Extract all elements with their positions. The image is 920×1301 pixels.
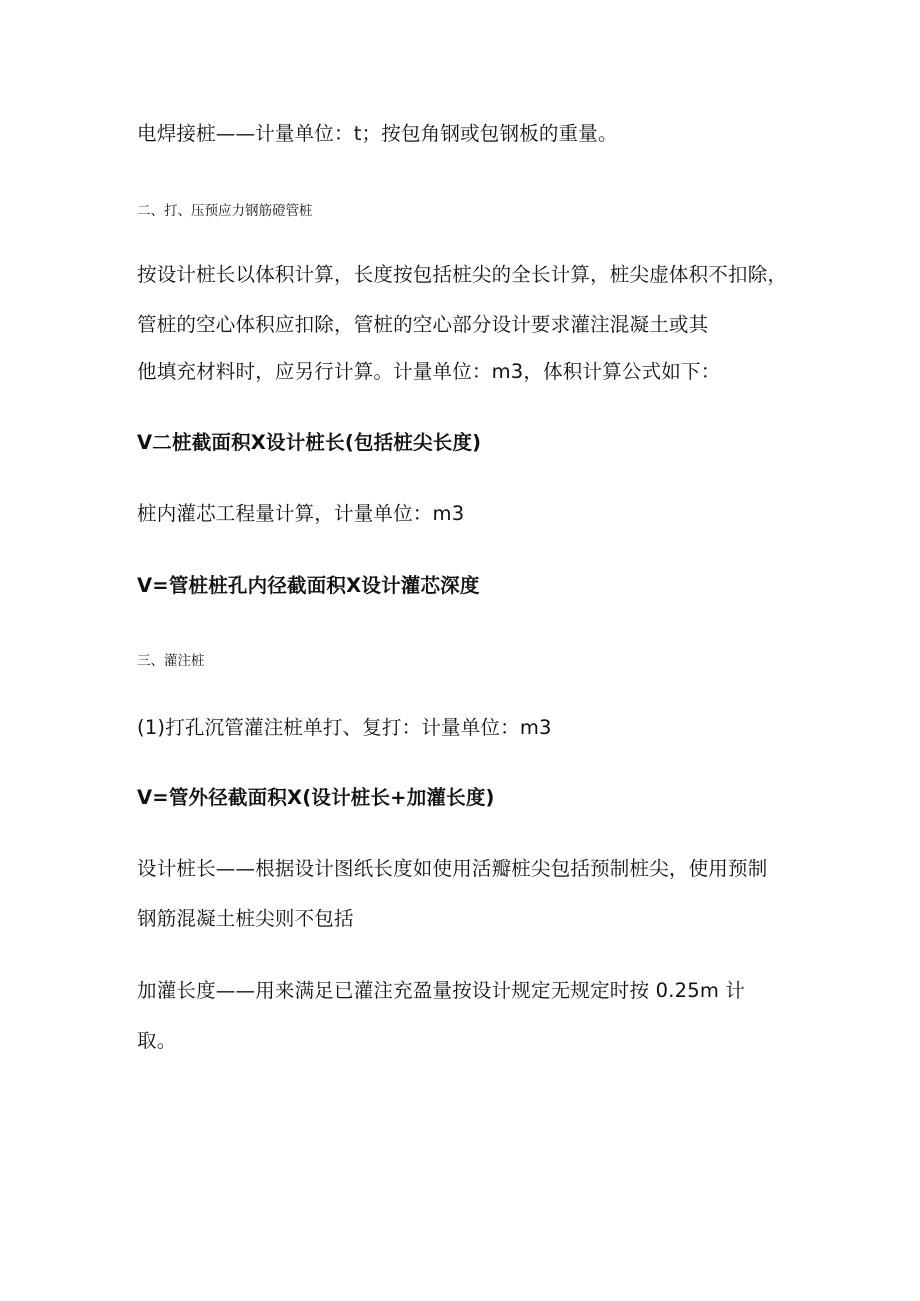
paragraph-design-pile-length-line-2: 钢筋混凝土桩尖则不包括 [137, 907, 354, 930]
paragraph-core-filling: 桩内灌芯工程量计算，计量单位：m3 [137, 502, 465, 525]
formula-cast-pile-volume: V=管外径截面积X(设计桩长+加灌长度) [137, 786, 495, 809]
paragraph-design-pile-length-line-1: 设计桩长——根据设计图纸长度如使用活瓣桩尖包括预制桩尖，使用预制 [137, 857, 768, 880]
formula-core-filling-volume: V=管桩桩孔内径截面积X设计灌芯深度 [137, 574, 480, 597]
paragraph-driven-cast-pile: (1)打孔沉管灌注桩单打、复打：计量单位：m3 [137, 716, 552, 739]
section-heading-prestressed-pipe-pile: 二、打、压预应力钢筋磴管桩 [137, 203, 313, 219]
formula-pile-volume: V二桩截面积X设计桩长(包括桩尖长度) [137, 431, 482, 454]
paragraph-welded-splice: 电焊接桩——计量单位：t；按包角钢或包钢板的重量。 [137, 122, 618, 145]
paragraph-extra-fill-length-line-2: 取。 [137, 1029, 177, 1052]
paragraph-extra-fill-length-line-1: 加灌长度——用来满足已灌注充盈量按设计规定无规定时按 0.25m 计 [137, 979, 746, 1002]
paragraph-volume-calc-line-2: 管桩的空心体积应扣除，管桩的空心部分设计要求灌注混凝土或其 [137, 313, 709, 336]
paragraph-volume-calc-line-1: 按设计桩长以体积计算，长度按包括桩尖的全长计算，桩尖虚体积不扣除， [137, 263, 788, 286]
section-heading-cast-in-place-pile: 三、灌注桩 [137, 653, 205, 669]
paragraph-volume-calc-line-3: 他填充材料时，应另行计算。计量单位：m3，体积计算公式如下： [137, 360, 721, 383]
